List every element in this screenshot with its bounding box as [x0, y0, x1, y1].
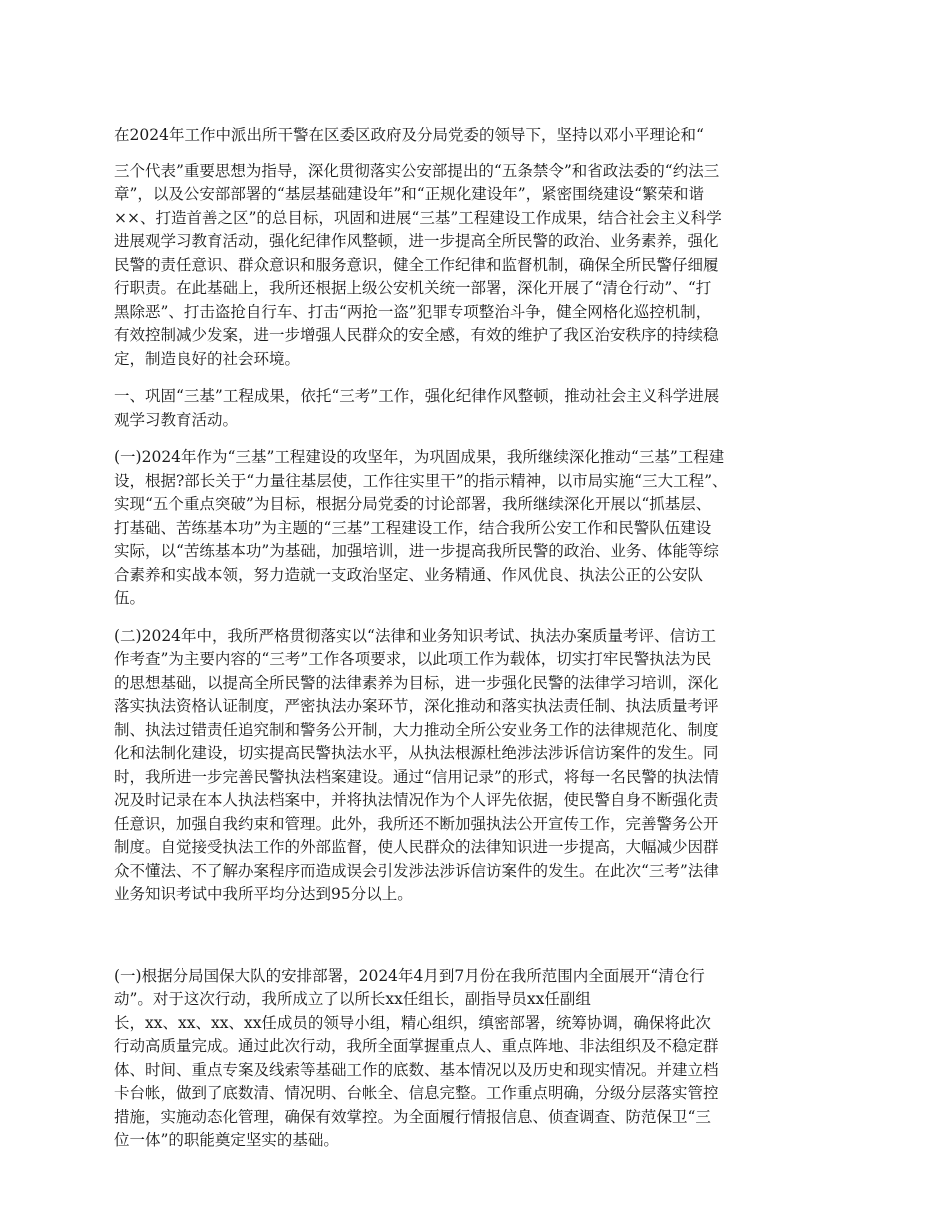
paragraph-gap	[114, 921, 836, 965]
body-paragraph-3: (二)2024年中，我所严格贯彻落实以“法律和业务知识考试、执法办案质量考评、信访工 作考查”为主要内容的“三考”工作各项要求，以此项工作为载体，切实打牢民警执法为民 的思想基础，以提高全所民警的法律素养为目标，进一步强化民警的法律学习培训，深化 落实执法资格认证制度，严密执法办案环节，深化推动和落实执法责任制、执法质量考评 制、执法过错责任追究制和警务公开制，大力推动全所公安业务工作的法律规范化、制度 化和法制化建设，切实提高民警执法水平，从执法根源杜绝涉法涉诉信访案件的发生。同 时，我所进一步完善民警执法档案建设。通过“信用记录”的形式，将每一名民警的执法情 况及时记录在本人执法档案中，并将执法情况作为个人评先依据，使民警自身不断强化责 任意识，加强自我约束和管理。此外，我所还不断加强执法公开宣传工作，完善警务公开 制度。自觉接受执法工作的外部监督，使人民群众的法律知识进一步提高，大幅减少因群 众不懂法、不了解办案程序而造成误会引发涉法涉诉信访案件的发生。在此次“三考”法律 业务知识考试中我所平均分达到95分以上。	[114, 626, 719, 903]
body-paragraph-4: (一)根据分局国保大队的安排部署，2024年4月到7月份在我所范围内全面展开“清仓行 动”。对于这次行动，我所成立了以所长xx任组长，副指导员xx任副组 长，xx、xx、xx、xx任成员的领导小组，精心组织，缜密部署，统筹协调，确保将此次 行动高质量完成。通过此次行动，我所全面掌握重点人、重点阵地、非法组织及不稳定群 体、时间、重点专案及线索等基础工作的底数、基本情况以及历史和现实情况。并建立档 卡台帐，做到了底数清、情况明、台帐全、信息完整。工作重点明确，分级分层落实管控 措施，实施动态化管理，确保有效掌控。为全面履行情报信息、侦查调查、防范保卫“三 位一体”的职能奠定坚实的基础。	[114, 966, 719, 1149]
intro-paragraph: 在2024年工作中派出所干警在区委区政府及分局党委的领导下，坚持以邓小平理论和“	[114, 126, 704, 144]
document-page	[114, 124, 836, 1167]
body-paragraph-2: (一)2024年作为“三基”工程建设的攻坚年，为巩固成果，我所继续深化推动“三基”工程建 设，根据?部长关于“力量往基层使，工作往实里干”的指示精神，以市局实施“三大工程”、 实现“五个重点突破”为目标，根据分局党委的讨论部署，我所继续深化开展以“抓基层、 打基础、苦练基本功”为主题的“三基”工程建设工作，结合我所公安工作和民警队伍建设 实际，以“苦练基本功”为基础，加强培训，进一步提高我所民警的政治、业务、体能等综 合素养和实战本领，努力造就一支政治坚定、业务精通、作风优良、执法公正的公安队 伍。	[114, 448, 728, 607]
section-heading-1: 一、巩固“三基”工程成果，依托“三考”工作，强化纪律作风整顿，推动社会主义科学进展 观学习教育活动。	[114, 387, 720, 429]
body-paragraph-1: 三个代表”重要思想为指导，深化贯彻落实公安部提出的“五条禁令”和省政法委的“约法三 章”，以及公安部部署的“基层基础建设年”和“正规化建设年”，紧密围绕建设“繁荣和谐 ××、打造首善之区”的总目标，巩固和进展“三基”工程建设工作成果，结合社会主义科学 进展观学习教育活动，强化纪律作风整顿，进一步提高全所民警的政治、业务素养，强化 民警的责任意识、群众意识和服务意识，健全工作纪律和监督机制，确保全所民警仔细履 行职责。在此基础上，我所还根据上级公安机关统一部署，深化开展了“清仓行动”、“打 黑除恶”、打击盗抢自行车、打击“两抢一盗”犯罪专项整治斗争，健全网格化巡控机制， 有效控制减少发案，进一步增强人民群众的安全感，有效的维护了我区治安秩序的持续稳 定，制造良好的社会环境。	[114, 161, 722, 368]
